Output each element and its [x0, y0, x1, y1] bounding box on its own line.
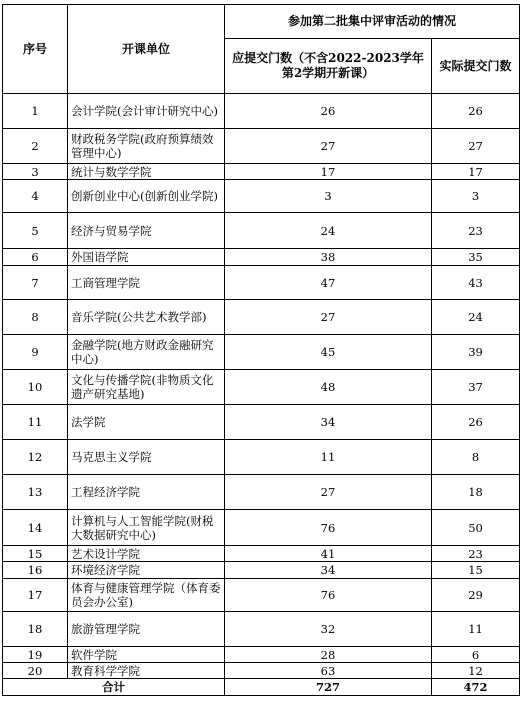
table-row — [3, 612, 520, 647]
row-expected: 17 — [225, 164, 432, 180]
row-unit: 艺术设计学院 — [68, 546, 225, 562]
row-index: 16 — [3, 562, 68, 579]
row-index: 6 — [3, 249, 68, 266]
row-actual: 18 — [432, 475, 520, 510]
row-index: 17 — [3, 579, 68, 612]
row-unit: 金融学院(地方财政金融研究中心) — [68, 335, 225, 370]
row-actual: 29 — [432, 579, 520, 612]
table-row — [3, 129, 520, 164]
table-row — [3, 266, 520, 300]
table-row — [3, 647, 520, 663]
table-row — [3, 579, 520, 612]
header-group: 参加第二批集中评审活动的情况 — [225, 5, 520, 39]
row-expected: 27 — [225, 129, 432, 164]
row-index: 11 — [3, 405, 68, 440]
row-expected: 76 — [225, 579, 432, 612]
row-expected: 28 — [225, 647, 432, 663]
row-unit: 教育科学学院 — [68, 663, 225, 679]
row-actual: 26 — [432, 94, 520, 129]
table-row — [3, 300, 520, 335]
row-unit: 法学院 — [68, 405, 225, 440]
row-expected: 63 — [225, 663, 432, 679]
total-expected: 727 — [225, 679, 432, 696]
row-index: 18 — [3, 612, 68, 647]
row-actual: 50 — [432, 510, 520, 546]
row-actual: 11 — [432, 612, 520, 647]
row-expected: 26 — [225, 94, 432, 129]
row-index: 8 — [3, 300, 68, 335]
row-unit: 外国语学院 — [68, 249, 225, 266]
total-label: 合计 — [3, 679, 225, 696]
row-unit: 统计与数学学院 — [68, 164, 225, 180]
row-index: 7 — [3, 266, 68, 300]
table-row — [3, 94, 520, 129]
table-row — [3, 663, 520, 679]
row-expected: 47 — [225, 266, 432, 300]
row-index: 20 — [3, 663, 68, 679]
row-actual: 24 — [432, 300, 520, 335]
row-actual: 37 — [432, 370, 520, 405]
row-actual: 23 — [432, 213, 520, 249]
total-actual: 472 — [432, 679, 520, 696]
table-row — [3, 180, 520, 213]
row-index: 2 — [3, 129, 68, 164]
row-actual: 35 — [432, 249, 520, 266]
row-unit: 计算机与人工智能学院(财税大数据研究中心) — [68, 510, 225, 546]
row-actual: 17 — [432, 164, 520, 180]
row-expected: 45 — [225, 335, 432, 370]
row-expected: 38 — [225, 249, 432, 266]
row-actual: 23 — [432, 546, 520, 562]
row-expected: 48 — [225, 370, 432, 405]
row-index: 5 — [3, 213, 68, 249]
row-index: 10 — [3, 370, 68, 405]
row-actual: 6 — [432, 647, 520, 663]
row-index: 15 — [3, 546, 68, 562]
row-expected: 41 — [225, 546, 432, 562]
row-expected: 11 — [225, 440, 432, 475]
row-unit: 经济与贸易学院 — [68, 213, 225, 249]
header-actual: 实际提交门数 — [432, 39, 520, 94]
header-index: 序号 — [3, 5, 68, 94]
row-index: 1 — [3, 94, 68, 129]
row-index: 13 — [3, 475, 68, 510]
table-row — [3, 546, 520, 562]
row-expected: 76 — [225, 510, 432, 546]
row-expected: 34 — [225, 562, 432, 579]
row-index: 9 — [3, 335, 68, 370]
row-actual: 3 — [432, 180, 520, 213]
table-row — [3, 249, 520, 266]
row-actual: 15 — [432, 562, 520, 579]
row-expected: 27 — [225, 475, 432, 510]
row-unit: 体育与健康管理学院（体育委员会办公室) — [68, 579, 225, 612]
row-unit: 会计学院(会计审计研究中心) — [68, 94, 225, 129]
table-row — [3, 164, 520, 180]
row-unit: 工程经济学院 — [68, 475, 225, 510]
row-unit: 创新创业中心(创新创业学院) — [68, 180, 225, 213]
row-expected: 32 — [225, 612, 432, 647]
row-index: 12 — [3, 440, 68, 475]
row-actual: 39 — [432, 335, 520, 370]
row-unit: 旅游管理学院 — [68, 612, 225, 647]
row-unit: 工商管理学院 — [68, 266, 225, 300]
row-expected: 3 — [225, 180, 432, 213]
row-index: 19 — [3, 647, 68, 663]
table-row — [3, 370, 520, 405]
header-unit: 开课单位 — [68, 5, 225, 94]
row-unit: 环境经济学院 — [68, 562, 225, 579]
row-actual: 12 — [432, 663, 520, 679]
table-row — [3, 405, 520, 440]
table-row — [3, 335, 520, 370]
row-index: 14 — [3, 510, 68, 546]
row-expected: 24 — [225, 213, 432, 249]
table-row — [3, 475, 520, 510]
header-expected: 应提交门数（不含2022-2023学年第2学期开新课） — [225, 39, 432, 94]
row-actual: 26 — [432, 405, 520, 440]
row-actual: 43 — [432, 266, 520, 300]
row-unit: 财政税务学院(政府预算绩效管理中心) — [68, 129, 225, 164]
row-unit: 文化与传播学院(非物质文化遗产研究基地) — [68, 370, 225, 405]
table-row — [3, 213, 520, 249]
row-expected: 34 — [225, 405, 432, 440]
row-index: 4 — [3, 180, 68, 213]
row-unit: 音乐学院(公共艺术教学部) — [68, 300, 225, 335]
row-actual: 27 — [432, 129, 520, 164]
row-unit: 马克思主义学院 — [68, 440, 225, 475]
table-row — [3, 440, 520, 475]
row-index: 3 — [3, 164, 68, 180]
table-row — [3, 562, 520, 579]
row-actual: 8 — [432, 440, 520, 475]
row-unit: 软件学院 — [68, 647, 225, 663]
total-row — [3, 679, 520, 696]
table-body — [3, 94, 520, 679]
row-expected: 27 — [225, 300, 432, 335]
review-summary-table — [2, 4, 520, 696]
table-row — [3, 510, 520, 546]
